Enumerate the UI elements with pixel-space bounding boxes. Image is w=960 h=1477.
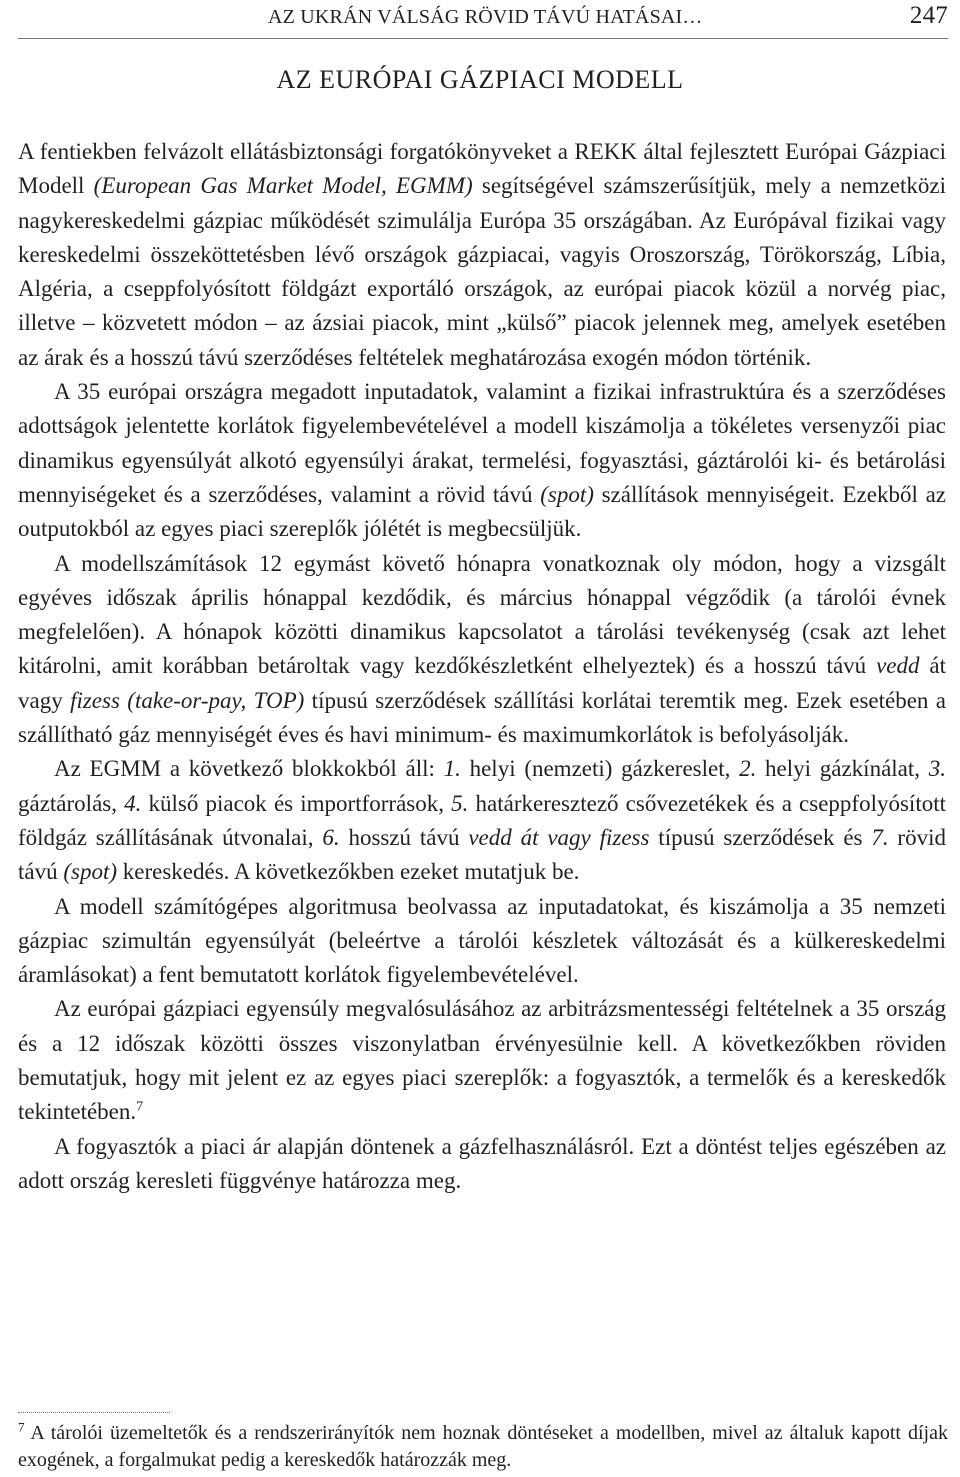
italic-text: 2.: [739, 756, 757, 782]
paragraph-text: típusú szerződések és: [649, 824, 872, 850]
body-paragraph: [18, 992, 946, 1129]
paragraph-text: A 35 európai országra megadott inputadatok, valamint a fizikai infrastruktúra és a szerződéses adottságok jelentette korlátok figyelembevételével a modell kiszámolja a tökéletes versenyzői piac dinamikus egyensúlyát alkotó egyensúlyi árakat, termelési, fogyasztási, gáztárolói ki- és betárolási mennyiségeket és a szerződéses, valamint a rövid távú: [18, 379, 946, 507]
paragraph-text: helyi (nemzeti) gázkereslet,: [460, 756, 740, 782]
paragraph-text: hosszú távú: [339, 824, 469, 850]
section-title: AZ EURÓPAI GÁZPIACI MODELL: [276, 65, 684, 94]
body-paragraph: [18, 752, 946, 889]
body-paragraph: [18, 375, 946, 546]
body-paragraph: [18, 890, 946, 993]
footnote: [18, 1420, 948, 1474]
running-header: [18, 4, 948, 30]
paragraph-text: Az EGMM a következő blokkokból áll:: [54, 756, 444, 782]
body-paragraph: [18, 547, 946, 753]
footnote-mark: 7: [18, 1419, 25, 1435]
paragraph-text: A fogyasztók a piaci ár alapján döntenek a gázfelhasználásról. Ezt a döntést teljes egészében az adott ország keresleti függvénye határozza meg.: [18, 1133, 946, 1193]
footnote-separator: [18, 1412, 170, 1413]
paragraph-text: külső piacok és importforrások,: [141, 790, 452, 816]
paragraph-text: A modellszámítások 12 egymást követő hónapra vonatkoznak oly módon, hogy a vizsgált egyéves időszak április hónappal kezdődik, és március hónappal végződik (a tárolói évnek megfelelően). A hónapok közötti dinamikus kapcsolatot a tárolási tevékenység (csak azt lehet kitárolni, amit korábban betároltak vagy kezdőkészletként elhelyeztek) és a hosszú távú: [18, 550, 946, 679]
paragraph-text: rövid távú: [18, 824, 946, 885]
body-paragraph: [18, 1130, 946, 1199]
italic-text: 4.: [124, 790, 142, 816]
italic-text: 6.: [322, 824, 340, 850]
italic-text: vedd át vagy fizess: [468, 824, 650, 850]
body-paragraph: [18, 135, 946, 375]
italic-text: 3.: [928, 756, 946, 782]
paragraph-text: A fentiekben felvázolt ellátásbiztonsági forgatókönyveket a REKK által fejlesztett Európai Gázpiaci Modell: [18, 139, 946, 199]
italic-text: vedd: [876, 653, 920, 679]
paragraph-text: át vagy: [18, 653, 946, 713]
italic-text: 7.: [871, 824, 889, 850]
footnote-text: A tárolói üzemeltetők és a rendszerirányítók nem hoznak döntéseket a modellben, mivel az általuk kapott díjak exogének, a forgalmukat pedig a kereskedők határozzák meg.: [18, 1422, 948, 1471]
paragraph-text: Az európai gázpiaci egyensúly megvalósulásához az arbitrázsmentességi feltételnek a 35 ország és a 12 időszak közötti összes viszonylatban érvényesülnie kell. A következőkben röviden bemutatjuk, hogy mit jelent ez az egyes piaci szereplők: a fogyasztók, a termelők és a kereskedők tekintetében.: [18, 996, 946, 1125]
body-text: [18, 135, 946, 1198]
italic-text: 5.: [451, 790, 469, 816]
italic-text: fizess (take-or-pay, TOP): [70, 687, 305, 713]
italic-text: (spot): [540, 481, 594, 507]
paragraph-text: helyi gázkínálat,: [756, 756, 929, 782]
italic-text: 1.: [443, 756, 461, 782]
page-number: 247: [909, 2, 948, 29]
paragraph-text: A modell számítógépes algoritmusa beolvassa az inputadatokat, és kiszámolja a 35 nemzeti gázpiac szimultán egyensúlyát (beleértve a tárolói készletek változását és a külkereskedelmi áramlásokat) a fent bemutatott korlátok figyelembevételével.: [18, 893, 946, 988]
paragraph-text: segítségével számszerűsítjük, mely a nemzetközi nagykereskedelmi gázpiac működését szimulálja Európa 35 országában. Az Európával fizikai vagy kereskedelmi összeköttetésben lévő országok gázpiacai, vagyis Oroszország, Törökország, Líbia, Algéria, a cseppfolyósított földgázt exportáló országok, az európai piacok közül a norvég piac, illetve – közvetett módon – az ázsiai piacok, mint „külső” piacok jelennek meg, amelyek esetében az árak és a hosszú távú szerződéses feltételek meghatározása exogén módon történik.: [18, 173, 946, 370]
footnote-reference: 7: [136, 1099, 144, 1115]
italic-text: (European Gas Market Model, EGMM): [93, 173, 473, 199]
paragraph-text: típusú szerződések szállítási korlátai teremtik meg. Ezek esetében a szállítható gáz mennyiségét éves és havi minimum- és maximumkorlátok is befolyásolják.: [18, 687, 946, 748]
italic-text: (spot): [63, 859, 118, 885]
paragraph-text: gáztárolás,: [18, 790, 125, 816]
header-rule: [18, 38, 948, 39]
footnote-paragraph: [18, 1420, 948, 1474]
paragraph-text: szállítások mennyiségeit. Ezekből az outputokból az egyes piaci szereplők jólétét is megbecsüljük.: [18, 481, 946, 542]
paragraph-text: határkeresztező csővezetékek és a cseppfolyósított földgáz szállításának útvonalai,: [18, 790, 946, 850]
paragraph-text: kereskedés. A következőkben ezeket mutatjuk be.: [117, 859, 580, 885]
running-title: AZ UKRÁN VÁLSÁG RÖVID TÁVÚ HATÁSAI…: [268, 6, 703, 28]
